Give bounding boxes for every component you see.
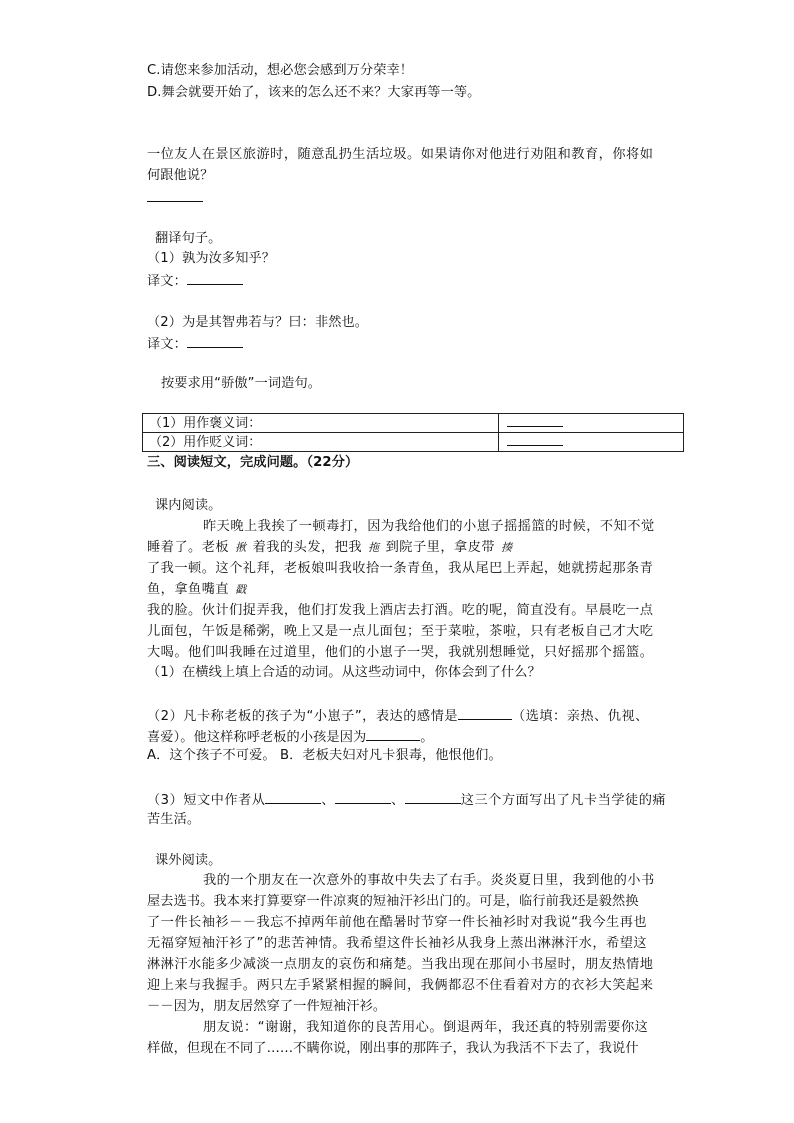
passage2-line5: 淋淋汗水能多少减淡一点朋友的哀伤和痛楚。当我出现在那间小书屋时，朋友热情地	[147, 957, 654, 972]
kewai-heading: 课外阅读。	[155, 853, 222, 868]
passage3-line2: 样做，但现在不同了……不瞒你说，刚出事的那阵子，我认为我活不下去了，我说什	[147, 1041, 639, 1056]
question-2-line1: （2）凡卡称老板的孩子为“小崽子”，表达的感情是 （选填：亲热、仇视、	[147, 705, 649, 727]
answer-blank	[187, 270, 243, 285]
answer-blank	[335, 789, 391, 804]
passage1-line6: 儿面包，午饭是稀粥，晚上又是一点儿面包；至于菜啦，茶啦，只有老板自己才大吃	[147, 624, 654, 639]
answer-blank-line	[147, 187, 203, 209]
passage1-line7: 大喝。他们叫我睡在过道里，他们的小崽子一哭，我就别想睡觉，只好摇那个摇篮。	[147, 645, 654, 660]
placeholder-glyph: 揪	[235, 541, 247, 554]
table-row	[143, 414, 684, 433]
placeholder-glyph: 戳	[235, 583, 247, 596]
passage2-line4: 无福穿短袖汗衫了”的悲苦神情。我希望这件长袖衫从我身上蒸出淋淋汗水，希望这	[147, 936, 648, 951]
persuade-question-line2: 何跟他说？	[147, 168, 214, 183]
translate-item-1: （1）孰为汝多知乎？	[147, 251, 276, 266]
option-d: D.舞会就要开始了，该来的怎么还不来？大家再等一等。	[147, 85, 481, 100]
table-cell-label: （1）用作褒义词：	[143, 414, 499, 433]
passage2-line2: 屋去选书。我本来打算要穿一件凉爽的短袖汗衫出门的。可是，临行前我还是毅然换	[147, 894, 639, 909]
passage1-line2: 睡着了。老板 揪 着我的头发，把我 拖 到院子里，拿皮带 揍	[147, 538, 519, 558]
answer-blank	[366, 726, 420, 741]
passage2-line6: 迎上来与我握手。两只左手紧紧相握的瞬间，我俩都忍不住看着对方的衣衫大笑起来	[147, 978, 654, 993]
translation-answer-1	[147, 270, 243, 292]
answer-blank	[458, 705, 512, 720]
answer-blank	[187, 333, 243, 348]
table-cell-answer	[499, 414, 684, 433]
passage2-line3: 了一件长袖衫－－我忘不掉两年前他在酷暑时节穿一件长袖衫时对我说“我今生再也	[147, 915, 648, 930]
question-2-options: A．这个孩子不可爱。 B．老板夫妇对凡卡狠毒，他恨他们。	[147, 748, 502, 763]
yiwen-label: 译文：	[147, 337, 187, 352]
persuade-question-line1: 一位友人在景区旅游时，随意乱扔生活垃圾。如果请你对他进行劝阻和教育，你将如	[147, 147, 654, 162]
question-2-line2: 喜爱）。他这样称呼老板的小孩是因为 。	[147, 726, 434, 748]
placeholder-glyph: 揍	[501, 541, 513, 554]
question-1: （1）在横线上填上合适的动词。从这些动词中，你体会到了什么？	[147, 665, 541, 680]
passage1-line4: 鱼，拿鱼嘴直 戳	[147, 580, 253, 600]
table-cell-answer	[499, 433, 684, 452]
section-3-heading: 三、阅读短文，完成问题。（22分）	[147, 455, 359, 470]
placeholder-glyph: 拖	[368, 541, 380, 554]
question-3-line1: （3）短文中作者从 、 、 这三个方面写出了凡卡当学徒的痛	[147, 789, 666, 811]
answer-blank	[265, 789, 321, 804]
passage1-line3: 了我一顿。这个礼拜，老板娘叫我收拾一条青鱼，我从尾巴上弄起，她就捞起那条青	[147, 561, 654, 576]
translate-title: 翻译句子。	[155, 231, 222, 246]
translate-item-2: （2）为是其智弗若与？曰：非然也。	[147, 315, 369, 330]
passage3-line1: 朋友说：“谢谢，我知道你的良苦用心。倒退两年，我还真的特别需要你这	[203, 1020, 649, 1035]
passage1-line5: 我的脸。伙计们捉弄我，他们打发我上酒店去打酒。吃的呢，简直没有。早晨吃一点	[147, 603, 654, 618]
jiaoao-task: 按要求用“骄傲”一词造句。	[161, 376, 322, 391]
kenei-heading: 课内阅读。	[155, 498, 222, 513]
translation-answer-2	[147, 333, 243, 355]
passage2-line7: －－因为，朋友居然穿了一件短袖汗衫。	[147, 999, 387, 1014]
option-c: C.请您来参加活动，想必您会感到万分荣幸！	[147, 63, 414, 78]
passage1-line1: 昨天晚上我挨了一顿毒打，因为我给他们的小崽子摇摇篮的时候，不知不觉	[203, 519, 655, 534]
yiwen-label: 译文：	[147, 274, 187, 289]
answer-blank	[405, 789, 461, 804]
passage2-line1: 我的一个朋友在一次意外的事故中失去了右手。炎炎夏日里，我到他的小书	[203, 873, 655, 888]
question-3-line2: 苦生活。	[147, 812, 201, 827]
table-cell-label: （2）用作贬义词：	[143, 433, 499, 452]
table-row	[143, 433, 684, 452]
sentence-table	[142, 413, 684, 452]
